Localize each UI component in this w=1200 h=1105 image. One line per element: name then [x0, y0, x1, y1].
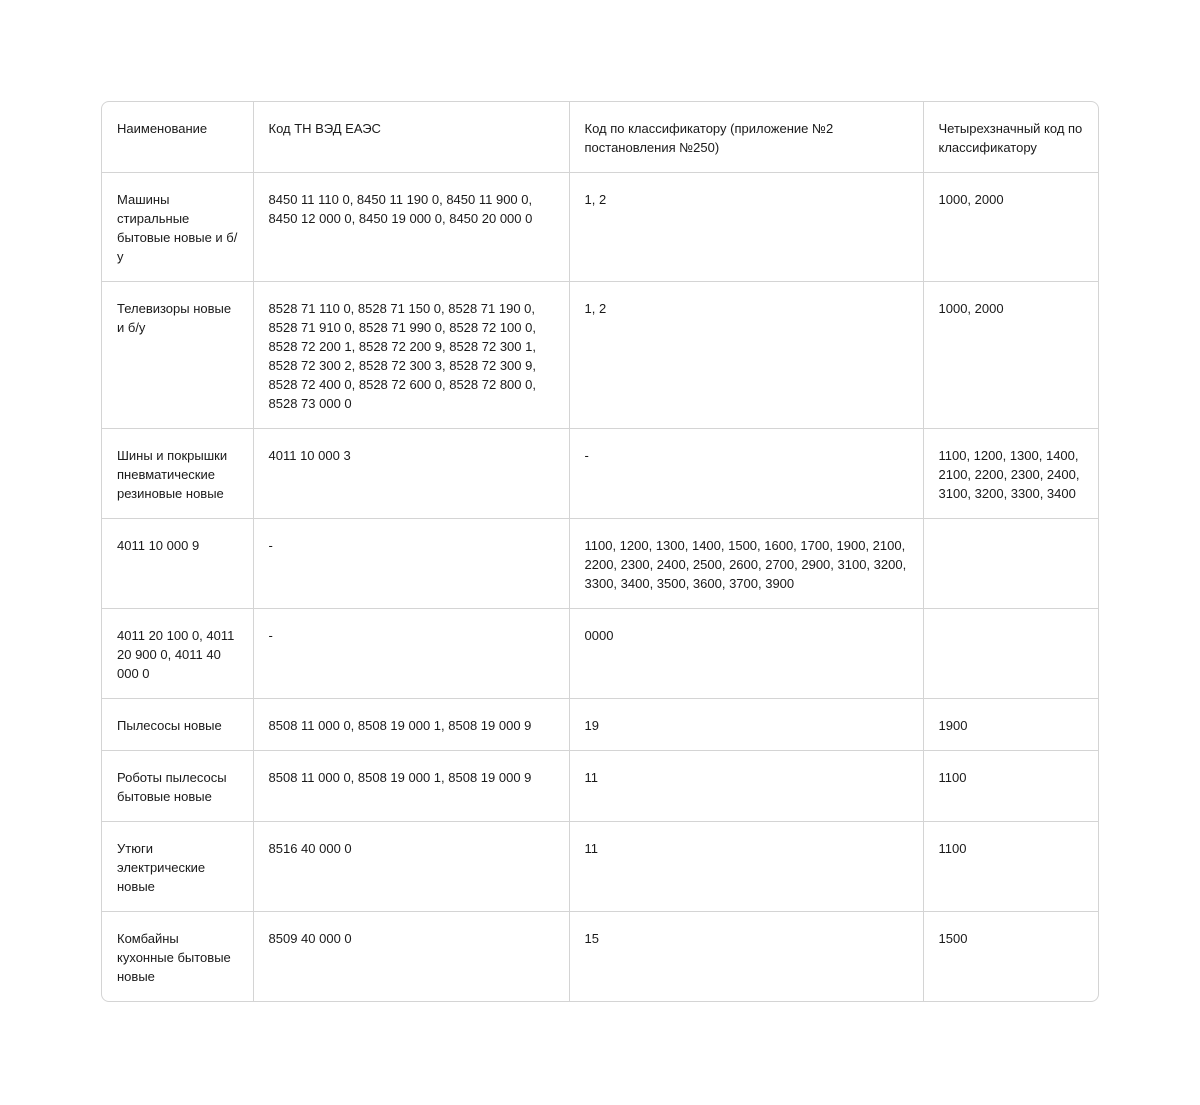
cell-tnved-code: 8508 11 000 0, 8508 19 000 1, 8508 19 000 9 [253, 699, 569, 751]
table-header-row [102, 102, 1098, 173]
cell-four-digit-code: 1100 [923, 751, 1098, 822]
table-row [102, 173, 1098, 282]
table-row [102, 282, 1098, 429]
cell-name: Утюги электрические новые [102, 822, 253, 912]
cell-four-digit-code: 1900 [923, 699, 1098, 751]
cell-tnved-code: 8450 11 110 0, 8450 11 190 0, 8450 11 900 0, 8450 12 000 0, 8450 19 000 0, 8450 20 000 0 [253, 173, 569, 282]
cell-classifier-code: 11 [569, 822, 923, 912]
cell-tnved-code: 8509 40 000 0 [253, 912, 569, 1002]
cell-four-digit-code: 1500 [938, 931, 968, 946]
cell-classifier-code: - [569, 429, 923, 519]
cell-tnved-code: 4011 10 000 3 [253, 429, 569, 519]
cell-four-digit-code [923, 609, 1098, 699]
table-row [102, 699, 1098, 751]
classification-table [102, 102, 1098, 1001]
cell-classifier-code: 1, 2 [569, 282, 923, 429]
cell-tnved-code: - [253, 609, 569, 699]
column-header-four-digit-code: Четырехзначный код по классификатору [923, 102, 1098, 173]
cell-four-digit-code: 1100, 1200, 1300, 1400, 2100, 2200, 2300, 2400, 3100, 3200, 3300, 3400 [923, 429, 1098, 519]
column-header-name: Наименование [102, 102, 253, 173]
cell-classifier-code: 1, 2 [569, 173, 923, 282]
cell-classifier-code: 15 [569, 912, 923, 1002]
cell-classifier-code: 1100, 1200, 1300, 1400, 1500, 1600, 1700, 1900, 2100, 2200, 2300, 2400, 2500, 2600, 2700, 2900, 3100, 3200, 3300, 3400, 3500, 3600, 3700, 3900 [569, 519, 923, 609]
cell-classifier-code: 11 [569, 751, 923, 822]
cell-name: Телевизоры новые и б/у [102, 282, 253, 429]
cell-name: Комбайны кухонные бытовые новые [102, 912, 253, 1002]
cell-tnved-code: - [253, 519, 569, 609]
column-header-tnved-code: Код ТН ВЭД ЕАЭС [253, 102, 569, 173]
cell-name: Машины стиральные бытовые новые и б/у [102, 173, 253, 282]
cell-name: Шины и покрышки пневматические резиновые новые [102, 429, 253, 519]
cell-tnved-code: 8528 71 110 0, 8528 71 150 0, 8528 71 190 0, 8528 71 910 0, 8528 71 990 0, 8528 72 100 0, 8528 72 200 1, 8528 72 200 9, 8528 72 300 1, 8528 72 300 2, 8528 72 300 3, 8528 72 300 9, 8528 72 400 0, 8528 72 600 0, 8528 72 800 0, 8528 73 000 0 [253, 282, 569, 429]
table-row [102, 912, 1098, 1002]
cell-tnved-code: 8516 40 000 0 [253, 822, 569, 912]
cell-name: Пылесосы новые [102, 699, 253, 751]
table-row [102, 519, 1098, 609]
table-row [102, 751, 1098, 822]
cell-four-digit-code: 1100 [923, 822, 1098, 912]
cell-four-digit-code: 1000, 2000 [923, 173, 1098, 282]
cell-classifier-code: 0000 [569, 609, 923, 699]
cell-name: Роботы пылесосы бытовые новые [102, 751, 253, 822]
table-row [102, 822, 1098, 912]
cell-name: 4011 20 100 0, 4011 20 900 0, 4011 40 000 0 [102, 609, 253, 699]
cell-four-digit-code: 1000, 2000 [923, 282, 1098, 429]
cell-tnved-code: 8508 11 000 0, 8508 19 000 1, 8508 19 000 9 [253, 751, 569, 822]
cell-name: 4011 10 000 9 [102, 519, 253, 609]
cell-four-digit-code [923, 519, 1098, 609]
table-row [102, 609, 1098, 699]
table-row [102, 429, 1098, 519]
cell-classifier-code: 19 [569, 699, 923, 751]
classification-table-container [101, 101, 1099, 1002]
column-header-classifier-code: Код по классификатору (приложение №2 постановления №250) [569, 102, 923, 173]
